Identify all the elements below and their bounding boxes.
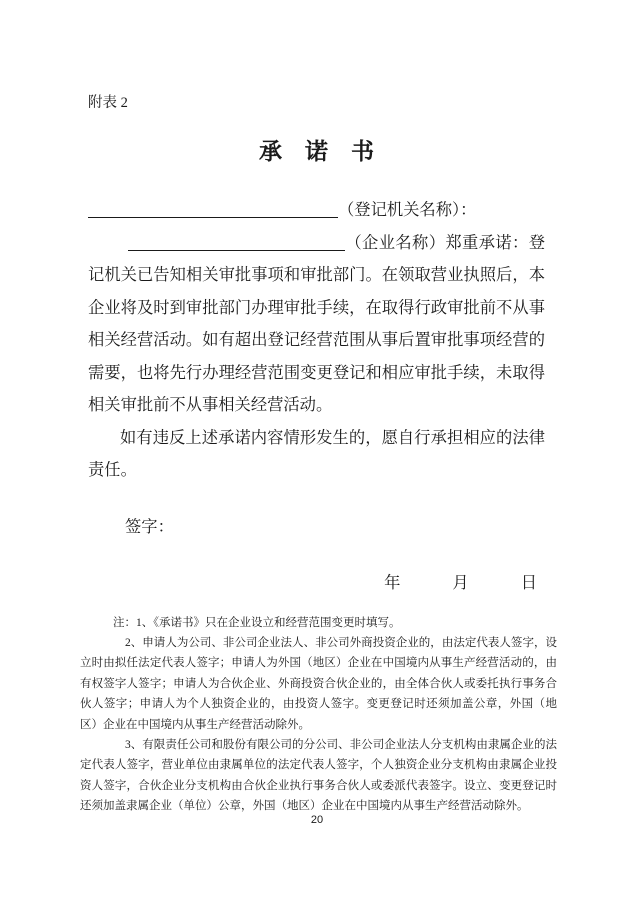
appendix-label: 附表 2 <box>88 95 128 111</box>
note-2: 2、申请人为公司、非公司企业法人、非公司外商投资企业的，由法定代表人签字，设立时由拟任法定代表人签字；申请人为外国（地区）企业在中国境内从事生产经营活动的，由有权签字人签字；申请人为合伙企业、外商投资合伙企业的，由全体合伙人或委托执行事务合伙人签字；申请人为个人独资企业的，由投资人签字。变更登记时还须加盖公章，外国（地区）企业在中国境内从事生产经营活动除外。 <box>80 636 557 731</box>
commitment-paragraph <box>88 227 545 422</box>
note-1: 注：1、《承诺书》只在企业设立和经营范围变更时填写。 <box>113 616 401 629</box>
page-number: 20 <box>310 814 324 826</box>
signature-label: 签字： <box>125 516 174 536</box>
enterprise-name-label: （企业名称）郑重承诺： <box>345 232 529 252</box>
document-title: 承 诺 书 <box>259 139 374 164</box>
main-text-block <box>88 194 545 487</box>
registration-authority-line <box>88 194 545 227</box>
liability-paragraph: 如有违反上述承诺内容情形发生的，愿自行承担相应的法律责任。 <box>88 427 545 479</box>
date-line <box>88 567 545 600</box>
date-day-label: 日 <box>520 573 537 592</box>
registration-authority-blank <box>88 201 338 218</box>
note-3: 3、有限责任公司和股份有限公司的分公司、非公司企业法人分支机构由隶属企业的法定代表人签字，营业单位由隶属单位的法定代表人签字，个人独资企业分支机构由隶属企业投资人签字，合伙企业分支机构由合伙企业执行事务合伙人或委派代表签字。设立、变更登记时还须加盖隶属企业（单位）公章，外国（地区）企业在中国境内从事生产经营活动除外。 <box>80 738 557 813</box>
commitment-text: 登记机关已告知相关审批事项和审批部门。在领取营业执照后，本企业将及时到审批部门办理审批手续，在取得行政审批前不从事相关经营活动。如有超出登记经营范围从事后置审批事项经营的需要，也将先行办理经营范围变更登记和相应审批手续，未取得相关审批前不从事相关经营活动。 <box>88 232 545 414</box>
registration-authority-label: （登记机关名称）： <box>338 200 477 219</box>
notes-section <box>80 613 557 817</box>
date-month-label: 月 <box>452 573 469 592</box>
date-year-label: 年 <box>384 573 401 592</box>
enterprise-name-blank <box>128 233 345 250</box>
